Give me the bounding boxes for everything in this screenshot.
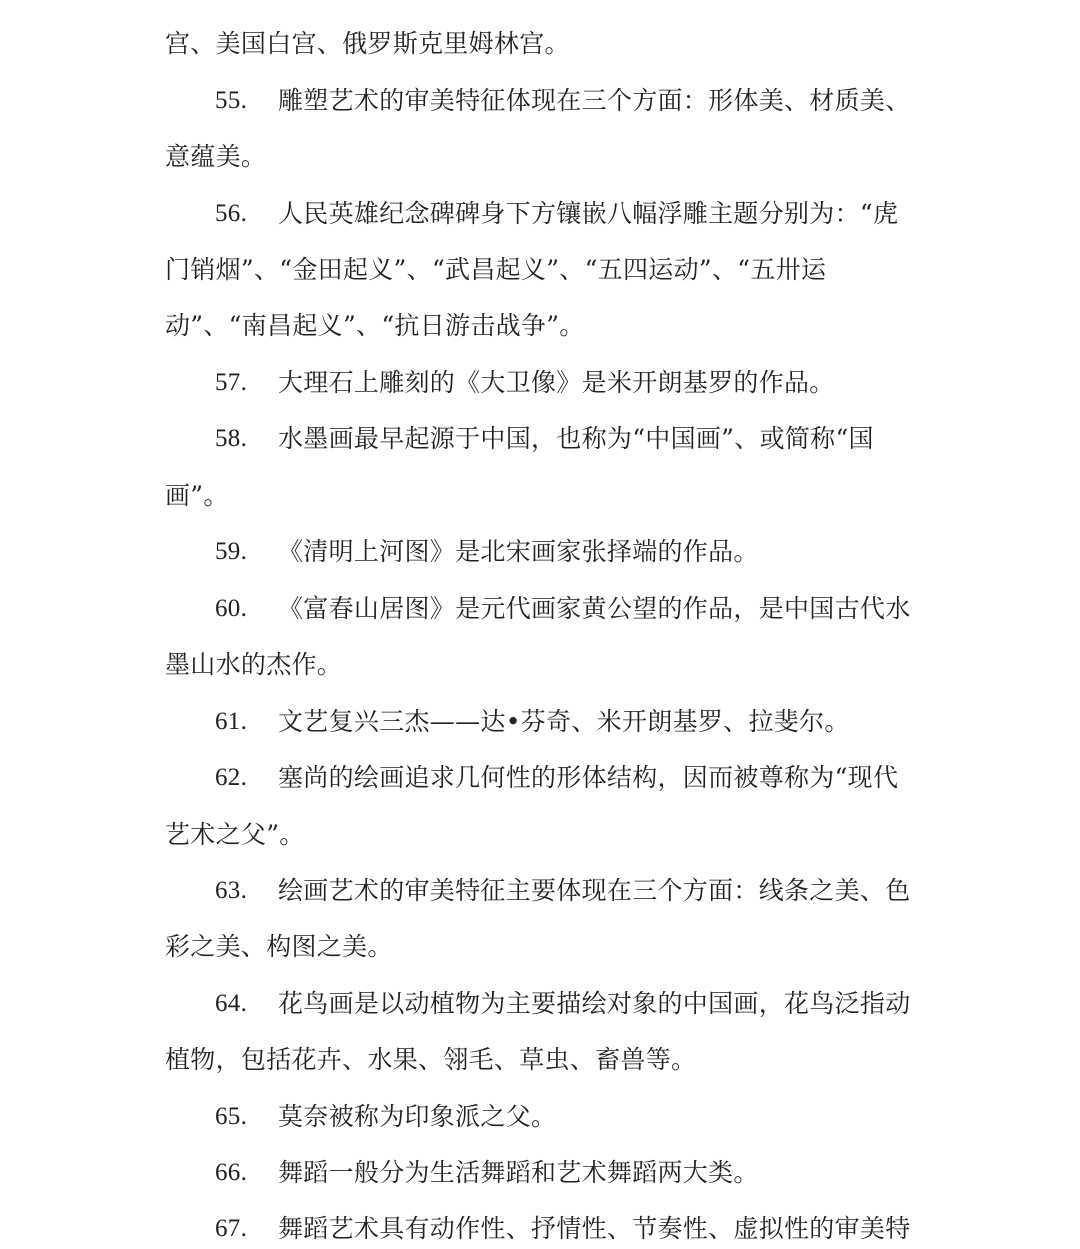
item-number: 56. [215,200,248,227]
text-line [165,589,925,629]
text-line [165,1040,925,1080]
text-line [165,532,925,572]
line-text: 画”。 [165,481,229,510]
text-line [165,81,925,121]
text-line [165,1097,925,1137]
line-text: 《清明上河图》是北宋画家张择端的作品。 [278,537,759,566]
line-text: 文艺复兴三杰——达•芬奇、米开朗基罗、拉斐尔。 [278,707,850,736]
text-line [165,194,925,234]
item-number: 58. [215,425,248,452]
item-number: 61. [215,708,248,735]
text-line [165,702,925,742]
text-line [165,137,925,177]
line-text: 花鸟画是以动植物为主要描绘对象的中国画，花鸟泛指动 [278,989,911,1018]
text-line [165,306,925,346]
line-text: 莫奈被称为印象派之父。 [278,1102,557,1131]
line-text: 水墨画最早起源于中国，也称为“中国画”、或简称“国 [278,424,874,453]
line-text: 意蕴美。 [165,142,267,171]
line-text: 雕塑艺术的审美特征体现在三个方面：形体美、材质美、 [278,86,911,115]
text-line [165,250,925,290]
text-line [165,476,925,516]
item-number: 59. [215,538,248,565]
item-number: 67. [215,1215,248,1242]
text-line [165,1209,925,1249]
line-text: 舞蹈一般分为生活舞蹈和艺术舞蹈两大类。 [278,1158,759,1187]
line-text: 绘画艺术的审美特征主要体现在三个方面：线条之美、色 [278,876,911,905]
line-text: 彩之美、构图之美。 [165,932,393,961]
line-text: 宫、美国白宫、俄罗斯克里姆林宫。 [165,29,570,58]
line-text: 艺术之父”。 [165,820,305,849]
text-line [165,24,925,64]
line-text: 动”、“南昌起义”、“抗日游击战争”。 [165,311,585,340]
text-line [165,984,925,1024]
text-line [165,419,925,459]
item-number: 66. [215,1159,248,1186]
line-text: 舞蹈艺术具有动作性、抒情性、节奏性、虚拟性的审美特 [278,1214,911,1243]
line-text: 门销烟”、“金田起义”、“武昌起义”、“五四运动”、“五卅运 [165,255,827,284]
item-number: 65. [215,1103,248,1130]
text-line [165,758,925,798]
line-text: 植物，包括花卉、水果、翎毛、草虫、畜兽等。 [165,1045,697,1074]
item-number: 64. [215,990,248,1017]
text-line [165,871,925,911]
line-text: 《富春山居图》是元代画家黄公望的作品，是中国古代水 [278,594,911,623]
line-text: 墨山水的杰作。 [165,650,343,679]
text-line [165,1153,925,1193]
item-number: 55. [215,87,248,114]
line-text: 人民英雄纪念碑碑身下方镶嵌八幅浮雕主题分别为：“虎 [278,199,899,228]
text-line [165,363,925,403]
text-line [165,645,925,685]
text-line [165,815,925,855]
line-text: 大理石上雕刻的《大卫像》是米开朗基罗的作品。 [278,368,835,397]
item-number: 57. [215,369,248,396]
item-number: 62. [215,764,248,791]
text-line [165,927,925,967]
item-number: 63. [215,877,248,904]
item-number: 60. [215,595,248,622]
line-text: 塞尚的绘画追求几何性的形体结构，因而被尊称为“现代 [278,763,899,792]
